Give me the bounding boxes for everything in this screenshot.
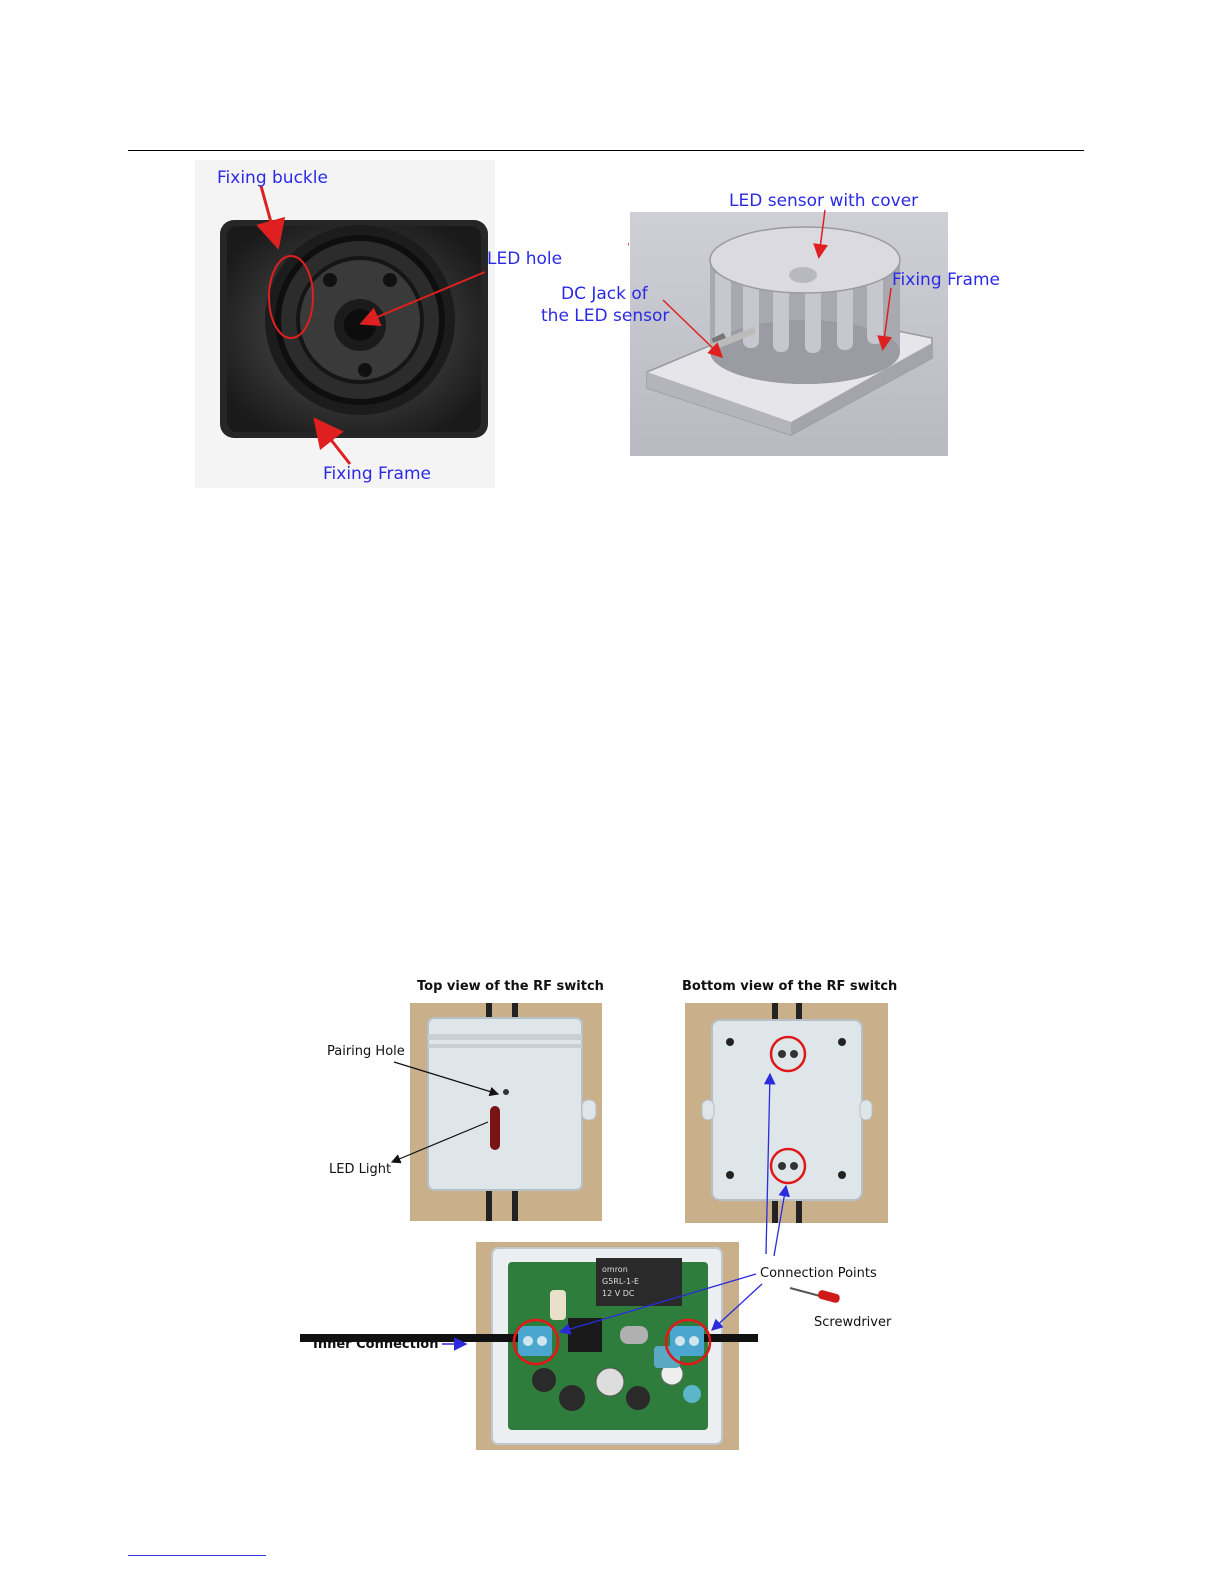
label-pairing-hole: Pairing Hole xyxy=(327,1044,405,1059)
led-sensor-render xyxy=(630,212,948,456)
title-bottom-view: Bottom view of the RF switch xyxy=(682,979,898,994)
label-inner-connection: Inner Connection xyxy=(313,1337,439,1352)
label-fixing-buckle: Fixing buckle xyxy=(217,168,328,188)
relay-brand: omron xyxy=(602,1265,628,1274)
label-screwdriver: Screwdriver xyxy=(814,1315,892,1330)
rf-switch-top-photo xyxy=(410,1003,602,1221)
label-led-light: LED Light xyxy=(329,1162,392,1177)
label-fixing-frame-left: Fixing Frame xyxy=(323,464,431,484)
svg-text:': ' xyxy=(627,242,630,253)
relay-voltage: 12 V DC xyxy=(602,1289,635,1298)
label-led-sensor-cover: LED sensor with cover xyxy=(729,191,919,211)
fixing-frame-photo xyxy=(220,220,488,438)
header-rule xyxy=(128,150,1084,151)
relay-model: G5RL-1-E xyxy=(602,1277,640,1286)
label-fixing-frame-right: Fixing Frame xyxy=(892,270,1000,290)
figure-led-sensor xyxy=(195,160,1015,490)
footnote-rule xyxy=(128,1555,266,1556)
label-dc-jack-line1: DC Jack of xyxy=(561,284,648,304)
figure-rf-switch xyxy=(300,970,960,1455)
title-top-view: Top view of the RF switch xyxy=(417,979,604,994)
label-dc-jack-line2: the LED sensor xyxy=(541,306,670,326)
label-led-hole: LED hole xyxy=(487,249,563,269)
label-connection-points: Connection Points xyxy=(760,1266,877,1281)
